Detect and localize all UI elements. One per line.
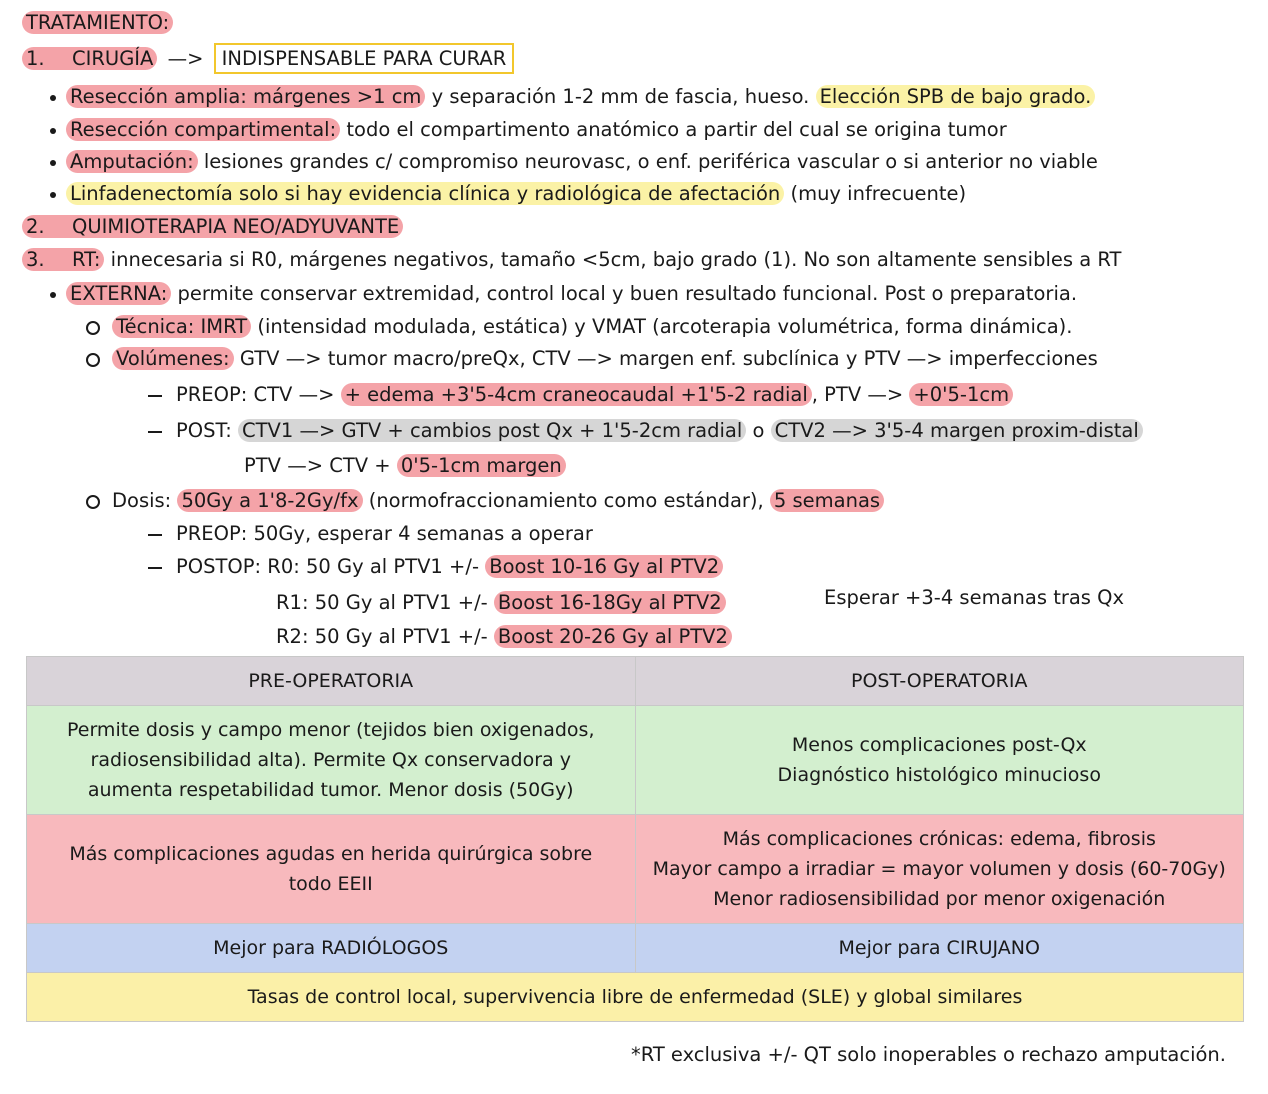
cell-post-preference: Mejor para CIRUJANO <box>635 924 1244 973</box>
section-3 <box>22 245 1121 275</box>
circle-bullet-icon <box>86 495 100 509</box>
cell-post-disadvantages <box>635 815 1244 924</box>
bullet-highlight: EXTERNA: <box>66 282 171 305</box>
bullet-amputacion <box>50 147 1098 177</box>
cell-post-advantages <box>635 706 1244 815</box>
bullet-highlight: Resección amplia: márgenes >1 cm <box>66 85 425 108</box>
item-text: PREOP: CTV —> <box>176 383 341 406</box>
table-header-row <box>27 657 1244 706</box>
cell-line: Diagnóstico histológico minucioso <box>777 764 1101 786</box>
sub-highlight: 50Gy a 1'8-2Gy/fx <box>177 489 362 512</box>
item-highlight: Boost 10-16 Gy al PTV2 <box>485 555 723 578</box>
bullet-icon <box>50 192 56 198</box>
table-row-summary <box>27 973 1244 1022</box>
table-row-disadvantages <box>27 815 1244 924</box>
footnote: *RT exclusiva +/- QT solo inoperables o rechazo amputación. <box>630 1043 1226 1066</box>
bullet-text: todo el compartimento anatómico a partir del cual se origina tumor <box>340 118 1007 141</box>
item-text: R2: 50 Gy al PTV1 +/- <box>276 625 494 648</box>
cell-line: radiosensibilidad alta). Permite Qx conservadora y <box>90 749 571 771</box>
bullet-highlight-2: Elección SPB de bajo grado. <box>816 85 1096 108</box>
section-1-number: 1. <box>26 47 45 70</box>
item-text: POSTOP: R0: 50 Gy al PTV1 +/- <box>176 555 486 578</box>
bullet-linfadenectomia <box>50 179 966 209</box>
header-pre: PRE-OPERATORIA <box>27 657 636 706</box>
section-2-number: 2. <box>26 215 45 238</box>
item-ptv <box>244 451 566 481</box>
sub-highlight: Técnica: IMRT <box>112 315 251 338</box>
sub-text: GTV —> tumor macro/preQx, CTV —> margen enf. subclínica y PTV —> imperfecciones <box>233 347 1098 370</box>
item-text: PREOP: 50Gy, esperar 4 semanas a operar <box>176 522 593 545</box>
item-highlight: CTV1 —> GTV + cambios post Qx + 1'5-2cm radial <box>238 419 746 442</box>
section-3-number: 3. <box>26 248 45 271</box>
section-3-text: innecesaria si R0, márgenes negativos, tamaño <5cm, bajo grado (1). No son altamente sensibles a RT <box>104 248 1122 271</box>
cell-pre-preference: Mejor para RADIÓLOGOS <box>27 924 636 973</box>
section-1-boxed-note: INDISPENSABLE PARA CURAR <box>214 43 515 74</box>
sub-volumenes <box>86 344 1098 374</box>
section-3-label <box>22 248 104 271</box>
comparison-table <box>26 656 1244 1022</box>
cell-line: Más complicaciones agudas en herida quirúrgica sobre <box>69 843 593 865</box>
section-2 <box>22 212 403 242</box>
section-2-label <box>22 215 403 238</box>
section-1-title: CIRUGÍA <box>72 47 154 70</box>
cell-line: Mayor campo a irradiar = mayor volumen y dosis (60-70Gy) <box>652 858 1226 880</box>
item-text: POST: <box>176 419 239 442</box>
header-post: POST-OPERATORIA <box>635 657 1244 706</box>
section-3-title: RT: <box>72 248 101 271</box>
item-post-volumes <box>148 416 1143 446</box>
cell-line: Menor radiosensibilidad por menor oxigenación <box>713 888 1166 910</box>
item-dosis-preop <box>148 519 593 549</box>
cell-summary: Tasas de control local, supervivencia libre de enfermedad (SLE) y global similares <box>27 973 1244 1022</box>
cell-line: Permite dosis y campo menor (tejidos bien oxigenados, <box>66 719 595 741</box>
cell-line: Más complicaciones crónicas: edema, fibrosis <box>722 828 1156 850</box>
item-highlight: Boost 16-18Gy al PTV2 <box>494 591 726 614</box>
sub-text: Dosis: <box>112 489 178 512</box>
section-1 <box>22 44 514 74</box>
cell-line: aumenta respetabilidad tumor. Menor dosis (50Gy) <box>87 779 574 801</box>
cell-pre-advantages <box>27 706 636 815</box>
dash-bullet-icon <box>148 534 162 536</box>
bullet-highlight: Amputación: <box>66 150 198 173</box>
item-highlight: 0'5-1cm margen <box>397 454 566 477</box>
cell-line: todo EEII <box>288 873 373 895</box>
bullet-icon <box>50 95 56 101</box>
heading-row <box>22 8 173 38</box>
sub-highlight-2: 5 semanas <box>770 489 884 512</box>
sub-text: (intensidad modulada, estática) y VMAT (arcoterapia volumétrica, forma dinámica). <box>251 315 1073 338</box>
item-highlight: + edema +3'5-4cm craneocaudal +1'5-2 radial <box>341 383 812 406</box>
item-text: R1: 50 Gy al PTV1 +/- <box>276 591 494 614</box>
dash-bullet-icon <box>148 567 162 569</box>
item-dosis-r1 <box>276 588 726 618</box>
section-1-label <box>22 47 157 70</box>
bullet-icon <box>50 128 56 134</box>
table-row-advantages <box>27 706 1244 815</box>
sub-tecnica <box>86 312 1072 342</box>
bullet-reseccion-amplia <box>50 82 1095 112</box>
item-highlight: Boost 20-26 Gy al PTV2 <box>494 625 732 648</box>
circle-bullet-icon <box>86 353 100 367</box>
sub-text-2: (normofraccionamiento como estándar), <box>362 489 770 512</box>
circle-bullet-icon <box>86 321 100 335</box>
sub-highlight: Volúmenes: <box>112 347 234 370</box>
bullet-reseccion-compartimental <box>50 115 1007 145</box>
table-row-preference <box>27 924 1244 973</box>
dash-bullet-icon <box>148 395 162 397</box>
section-2-title: QUIMIOTERAPIA NEO/ADYUVANTE <box>72 215 400 238</box>
item-text-2: , PTV —> <box>811 383 910 406</box>
item-dosis-postop <box>148 552 723 582</box>
bullet-externa <box>50 279 1077 309</box>
item-text-2: o <box>746 419 771 442</box>
bullet-text: permite conservar extremidad, control local y buen resultado funcional. Post o preparatoria. <box>171 282 1078 305</box>
bullet-text: y separación 1-2 mm de fascia, hueso. <box>425 85 816 108</box>
bullet-highlight: Resección compartimental: <box>66 118 340 141</box>
bullet-text: lesiones grandes c/ compromiso neurovasc, o enf. periférica vascular o si anterior no viable <box>197 150 1098 173</box>
bullet-highlight: Linfadenectomía solo si hay evidencia clínica y radiológica de afectación <box>66 182 784 205</box>
item-text: PTV —> CTV + <box>244 454 397 477</box>
item-highlight-2: CTV2 —> 3'5-4 margen proxim-distal <box>771 419 1143 442</box>
item-dosis-r2 <box>276 622 732 652</box>
section-1-arrow: —> <box>167 47 204 70</box>
bullet-icon <box>50 292 56 298</box>
wait-note: Esperar +3-4 semanas tras Qx <box>824 586 1125 609</box>
dash-bullet-icon <box>148 431 162 433</box>
cell-line: Menos complicaciones post-Qx <box>791 734 1087 756</box>
item-preop-volumes <box>148 380 1013 410</box>
item-highlight-2: +0'5-1cm <box>909 383 1013 406</box>
bullet-icon <box>50 160 56 166</box>
page-title: TRATAMIENTO: <box>22 11 173 34</box>
cell-pre-disadvantages <box>27 815 636 924</box>
bullet-text: (muy infrecuente) <box>784 182 967 205</box>
sub-dosis <box>86 486 884 516</box>
